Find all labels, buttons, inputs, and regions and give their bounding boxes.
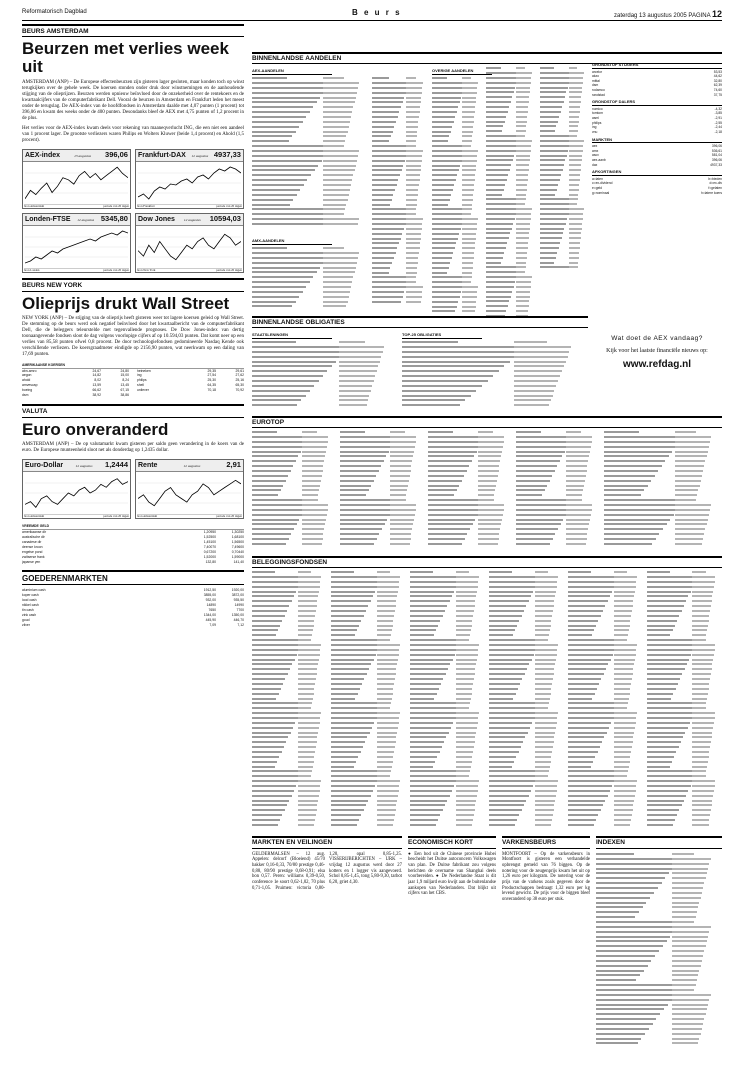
table-row: zink cash 1344,00 1350,00 bbox=[22, 612, 244, 617]
markten-veilingen-story: MARKTEN EN VEILINGEN GELDERMALSEN – 12 aug. Appelen: delcorf (Bloeiend) 45/70 bakker 0,16-0,33, 70/80 prestige 0,46-0,88, 80/90 prestige 0,68-0,91; elsa bon 0,57. Peren: williams 0,39-0,50, conference 1e soort 0,62-1,02, 70 plus 0,71-1,05. Pruimen: victoria 0,80-1,20, opal 0,85-1,25. VISSERIJBERICHTEN – URK – vrijdag 12 augustus werd door 27 kotters en 1 logger vis aangevoerd. Schol 0,85-1,45, tong 5,80-9,30, tarbot 6,20, griet 4,30. bbox=[252, 836, 402, 1062]
table-row: ing -2,44 bbox=[592, 125, 722, 130]
indexen-table: INDEXEN bbox=[596, 836, 722, 1062]
chart-value: 396,06 bbox=[105, 150, 128, 160]
section-goederenmarkten: GOEDERENMARKTEN bbox=[22, 570, 244, 585]
page-number: 12 bbox=[711, 9, 722, 19]
section-beleggingsfondsen: BELEGGINGSFONDSEN bbox=[252, 556, 722, 568]
chart-value: 5345,80 bbox=[100, 214, 128, 224]
table-row: a=laten b=bieden bbox=[592, 176, 722, 181]
fondsen-list-3 bbox=[410, 570, 486, 832]
ad-url[interactable]: www.refdag.nl bbox=[623, 359, 691, 371]
table-row: amx 536,61 bbox=[592, 148, 722, 153]
chart-value: 10594,03 bbox=[209, 214, 241, 224]
table-row: tin cash 7650 7700 bbox=[22, 607, 244, 612]
section-valuta: VALUTA bbox=[22, 404, 244, 417]
section-beurs-newyork: BEURS NEW YORK bbox=[22, 278, 244, 291]
chart-date: 13 augustus bbox=[74, 154, 91, 159]
table-row: aluminium cash 1912,50 1920,00 bbox=[22, 587, 244, 592]
vreemde-geld-table: VREEMDE GELD amerikaanse dlr 1,20950 1,30250 australische dlr 1,52500 1,68100 canadese dlr 1,45100 1,56500 deense kroon 7,40070 7,49600 engelse pond 0,67200 0,70440 zwitserse frank 1,52000 1,59000 japanse yen 132,80 141,40 bbox=[22, 524, 244, 564]
chart-title: Rente bbox=[138, 462, 158, 470]
section-binnenlandse-aandelen: BINNENLANDSE AANDELEN bbox=[252, 52, 722, 64]
table-row: tomtom -3,85 bbox=[592, 111, 722, 116]
eurotop-list-1 bbox=[252, 430, 336, 552]
top25-obligaties-list bbox=[402, 340, 588, 412]
table-row: deense kroon 7,40070 7,49600 bbox=[22, 545, 244, 550]
table-row: ahold 8,02 8,24 bbox=[22, 378, 129, 383]
table-row: g=nominaal h=latere koers bbox=[592, 190, 722, 195]
index-chart: Frankfurt-DAX 12 augustus 4937,33 bron Frankfurt periode van 20 dagen bbox=[137, 150, 242, 208]
table-row: unilever 70,18 70,92 bbox=[137, 388, 244, 393]
section-title: B e u r s bbox=[352, 8, 402, 17]
sub-amx-aandelen: AMX-AANDELEN bbox=[252, 239, 332, 245]
table-row: dax 4937,33 bbox=[592, 162, 722, 167]
article-euro: AMSTERDAM (ANP) – De op valutamarkt kwam gisteren per saldo geen verandering in de koers van de euro. De Europese munteenheid sloot net als donderdag op 1,2435 dollar. bbox=[22, 442, 244, 454]
table-row: zwitserse frank 1,52000 1,59000 bbox=[22, 554, 244, 559]
fondsen-list-1 bbox=[252, 570, 328, 832]
sub-overige-aandelen: OVERIGE AANDELEN bbox=[432, 69, 492, 75]
section-obligaties: BINNENLANDSE OBLIGATIES bbox=[252, 316, 588, 328]
table-row: nikkel cash 14890 14990 bbox=[22, 602, 244, 607]
index-chart: Londen-FTSE 12 augustus 5345,80 bron Londen periode van 20 dagen bbox=[24, 214, 129, 272]
index-chart: AEX-index 13 augustus 396,06 bron Amsterdam periode van 20 dagen bbox=[24, 150, 129, 208]
valuta-charts bbox=[22, 459, 244, 519]
refdag-advertisement bbox=[592, 335, 722, 415]
table-row: lood cash 932,00 935,50 bbox=[22, 597, 244, 602]
table-row: japanse yen 132,80 141,40 bbox=[22, 559, 244, 564]
chart-title: Dow Jones bbox=[138, 216, 175, 224]
fondsen-list-2 bbox=[331, 570, 407, 832]
table-row: c=ex-dividend d=ex-div bbox=[592, 181, 722, 186]
varkensbeurs-story: VARKENSBEURS MONTFOORT – Op de varkensbeurs in Montfoort is gisteren een verhandelde opbrengst gemeld van 76 biggen. Op de notering voor de zeugenprijs kwam het uit op 1,26 euro per kilogram. De notering voor de prijs van de varkens zoals gegeven door de Productschappen bedraagt 1,32 euro per kg levend gewicht. De prijs voor de biggen bleef onveranderd op 38 euro per stuk. bbox=[502, 836, 590, 1062]
table-row: ascx 581,04 bbox=[592, 153, 722, 158]
chart-value: 2,91 bbox=[226, 460, 241, 470]
staatsleningen-list bbox=[252, 340, 397, 412]
ad-title: Wat doet de AEX vandaag? bbox=[611, 335, 703, 342]
table-row: australische dlr 1,52500 1,68100 bbox=[22, 535, 244, 540]
publication-name: Reformatorisch Dagblad bbox=[22, 9, 87, 15]
fondsen-list-5 bbox=[568, 570, 644, 832]
chart-date: 12 augustus bbox=[183, 464, 201, 469]
table-row: dsm 62,39 bbox=[592, 83, 722, 88]
table-row: dsm 38,92 38,86 bbox=[22, 393, 129, 398]
table-row: heineken 29,35 29,61 bbox=[137, 368, 244, 373]
table-row: akzo 44,62 bbox=[592, 74, 722, 79]
table-row: zilver 7,09 7,12 bbox=[22, 622, 244, 627]
goederenmarkten-table bbox=[22, 588, 244, 628]
table-row: canadese dlr 1,45100 1,56500 bbox=[22, 540, 244, 545]
table-row: amvescap 13,59 13,45 bbox=[22, 383, 129, 388]
economisch-kort-story: ECONOMISCH KORT ● Een bod uit de Chinese provincie Hubei bescheidt het Duitse autoconcern Volkswagen van plan. De Duitse fabrikant zou volgens berichten de overname van Shanghai deels voorbereiden. ● De Nederlandse Staat is dit jaar 1,9 miljard euro kwijt aan de buitenlandse aankopen van Nederlanders. Dat blijkt uit cijfers van het CBS. bbox=[408, 836, 496, 1062]
overige-aandelen-list-3 bbox=[540, 66, 588, 276]
market-summary-sidebar: GRONDSTOF STIJGERS arcelor 53,53 akzo 44,62 mittal 32,80 dsm 62,39 rodamco 74,60 randstad 37,75 GRONDSTOF DALERS numico -4,32 tomtom -3,85 asml -2,91 philips -2,55 ing -2,44 vnu -2,18 MARKTEN aex 396,06 amx 536,61 ascx 581,04 aex-aanb 396,06 dax 4937,33 AFKORTINGEN a=laten b=bieden c=ex-dividend d=ex-div e=geld f=gelaten g=nominaal h=latere koers bbox=[592, 62, 722, 195]
overige-aandelen-list-2 bbox=[486, 66, 536, 321]
table-row: ing 27,54 27,62 bbox=[137, 373, 244, 378]
eurotop-list-3 bbox=[428, 430, 512, 552]
table-row: numico -4,32 bbox=[592, 106, 722, 111]
table-row: aex 396,06 bbox=[592, 144, 722, 149]
page-header bbox=[22, 8, 722, 21]
overige-aandelen-list-1 bbox=[432, 76, 482, 321]
index-chart: Euro-Dollar 12 augustus 1,2444 bron Amsterdam periode van 20 dagen bbox=[24, 460, 129, 518]
table-row: goud 445,90 446,70 bbox=[22, 617, 244, 622]
article-olieprijs: NEW YORK (ANP) – De stijging van de olieprijs heeft gisteren weer tot lagere koersen geleid op Wall Street. De stemming op de beurs werd ook negatief beïnvloed door het kwartaalbericht van de computerfabrikant Dell, die de beleggers teleurstelde met tegenvallende prognoses. De Dow Jones-index van dertig toonaangevende fondsen sloot de dag volgens voorlopige cijfers af op 10.594,03 punten. Dat komt neer op een verlies van 85,58 punten ofwel 0,8 procent. De door technologiefondsen gedomineerde Nasdaq Kende ook verschillende verliezen. De koersgraadmeter eindigde op 2156,90 punten, wat neerkwam op een daling van 17,69 punten. bbox=[22, 316, 244, 357]
table-row: arcelor 53,53 bbox=[592, 69, 722, 74]
page-date: zaterdag 13 augustus 2005 PAGINA 12 bbox=[614, 9, 722, 19]
amx-aandelen-list bbox=[252, 246, 370, 311]
chart-title: AEX-index bbox=[25, 152, 61, 160]
table-row: philips 25,30 25,16 bbox=[137, 378, 244, 383]
sub-aex-aandelen: AEX-AANDELEN bbox=[252, 69, 332, 75]
eurotop-list-4 bbox=[516, 430, 600, 552]
section-beurs-amsterdam: BEURS AMSTERDAM bbox=[22, 24, 244, 37]
fondsen-list-6 bbox=[647, 570, 722, 832]
article-beurzen: AMSTERDAM (ANP) – De Europese effectenbeurzen zijn gisteren lager gesloten, maar konden toch op winst terugkijken over de gehele week. De koersen stonden onder druk door winstnemingen en de aanhoudende stijging van de olieprijzen. Beurzen werden opnieuw beïnvloed door de onzekerheid over de rentekoers en de kwartaalcijfers van de computerfabrikant Dell. Vooral de beurzen in Amsterdam en Frankfurt leden het meest onder de terugslag. De AEX-index van de hoofdfondsen in Amsterdam daalde met 4,07 punten (1 procent) tot 396,06 en kwam des weeks onder de 400 punten. Desondanks bleef de AEX met 4,75 punten of 1,2 procent in de plus. bbox=[22, 80, 244, 121]
table-row: asml -2,91 bbox=[592, 116, 722, 121]
chart-date: 12 augustus bbox=[191, 154, 209, 159]
table-row: randstad 37,75 bbox=[592, 92, 722, 97]
sub-top25: TOP-25 OBLIGATIES bbox=[402, 333, 482, 339]
chart-title: Londen-FTSE bbox=[25, 216, 71, 224]
aex-aandelen-list bbox=[252, 76, 370, 231]
chart-date: 12 augustus bbox=[75, 464, 93, 469]
index-chart: Rente 12 augustus 2,91 bron Amsterdam periode van 20 dagen bbox=[137, 460, 242, 518]
table-row: e=geld f=gelaten bbox=[592, 185, 722, 190]
ad-subtitle: Kijk voor het laatste financiële nieuws op: bbox=[606, 348, 708, 355]
sub-staatsleningen: STAATSLENINGEN bbox=[252, 333, 332, 339]
table-row: amerikaanse dlr 1,20950 1,30250 bbox=[22, 530, 244, 535]
chart-date: 12 augustus bbox=[183, 218, 201, 223]
table-row: mittal 32,80 bbox=[592, 78, 722, 83]
table-row: vnu -2,18 bbox=[592, 129, 722, 134]
table-row: rodamco 74,60 bbox=[592, 88, 722, 93]
chart-value: 1,2444 bbox=[105, 460, 128, 470]
chart-title: Frankfurt-DAX bbox=[138, 152, 186, 160]
index-chart: Dow Jones 12 augustus 10594,03 bron New York periode van 20 dagen bbox=[137, 214, 242, 272]
eurotop-list-2 bbox=[340, 430, 424, 552]
table-row: shell 64,35 65,30 bbox=[137, 383, 244, 388]
headline-euro: Euro onveranderd bbox=[22, 419, 169, 439]
chart-date: 12 augustus bbox=[77, 218, 95, 223]
section-eurotop: EUROTOP bbox=[252, 416, 722, 428]
aex-values-list bbox=[372, 76, 428, 311]
headline-beurzen: Beurzen met verlies week uit bbox=[22, 39, 229, 77]
eurotop-list-5 bbox=[604, 430, 722, 552]
news-column bbox=[22, 24, 244, 1064]
chart-value: 4937,33 bbox=[213, 150, 241, 160]
table-row: aex-aanb 396,06 bbox=[592, 157, 722, 162]
chart-title: Euro-Dollar bbox=[25, 462, 64, 470]
table-row: koper cash 3855,00 3872,00 bbox=[22, 592, 244, 597]
table-row: abn-amro 24,67 24,80 bbox=[22, 368, 129, 373]
index-charts bbox=[22, 149, 244, 273]
fondsen-list-4 bbox=[489, 570, 565, 832]
table-row: aegon 14,82 15,00 bbox=[22, 373, 129, 378]
table-row: boeing 66,62 67,15 bbox=[22, 388, 129, 393]
table-row: philips -2,55 bbox=[592, 120, 722, 125]
headline-olieprijs: Olieprijs drukt Wall Street bbox=[22, 293, 230, 313]
table-row: engelse pond 0,67200 0,70440 bbox=[22, 549, 244, 554]
article-beurzen-2: Het verlies voor de AEX-index kwam deels voor rekening van maaneqverlucht ING, die een niet een aandeel van 1 procent lager. De grootste verliezers waren Philips en Wolters Kluwer (beide 1,4 procent) en Ahold (1,5 procent). bbox=[22, 126, 244, 144]
amerikaanse-koersen-table: AMERIKAANSE KOERSEN abn-amro 24,67 24,80 aegon 14,82 15,00 ahold 8,02 8,24 amvescap 13,59 13,45 boeing 66,62 67,15 dsm 38,92 38,86 heineken 29,35 29,61 ing 27,54 27,62 philips 25,30 25,16 shell 64,35 65,30 unilever 70,18 70,92 bbox=[22, 362, 244, 398]
